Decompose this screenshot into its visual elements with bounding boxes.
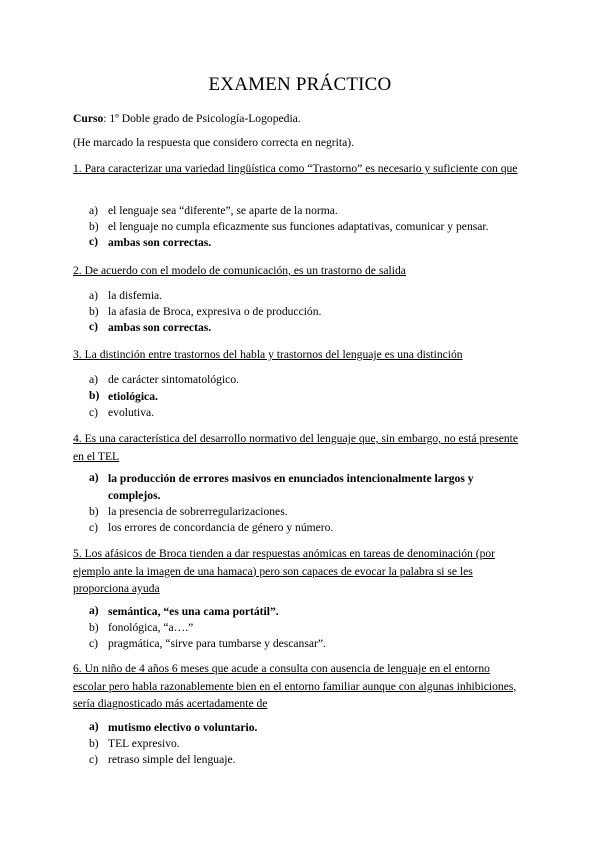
option-letter: c) xyxy=(89,520,99,534)
option-5b xyxy=(73,620,523,636)
option-text: fonológica, “a….” xyxy=(108,621,194,634)
option-4a-correct xyxy=(73,470,523,504)
option-4b xyxy=(73,504,523,520)
option-text: la afasia de Broca, expresiva o de producción. xyxy=(108,304,322,318)
option-letter: c) xyxy=(89,752,99,766)
question-4-options xyxy=(73,470,523,535)
option-text: el lenguaje no cumpla eficazmente sus funciones adaptativas, comunicar y pensar. xyxy=(108,219,489,233)
question-2-options xyxy=(73,288,523,336)
option-text: pragmática, “sirve para tumbarse y descansar”. xyxy=(108,636,326,650)
option-text: los errores de concordancia de género y número. xyxy=(108,520,334,534)
option-1c-correct xyxy=(73,234,523,251)
option-text: mutismo electivo o voluntario. xyxy=(108,721,258,734)
answer-note: (He marcado la respuesta que considero correcta en negrita). xyxy=(73,136,355,149)
option-text: etiológica. xyxy=(108,389,158,403)
option-letter: b) xyxy=(89,737,99,750)
option-letter: a) xyxy=(89,604,99,617)
option-text: la presencia de sobrerregularizaciones. xyxy=(108,505,288,518)
question-2: 2. De acuerdo con el modelo de comunicación, es un trastorno de salida xyxy=(73,264,406,277)
option-1a xyxy=(73,203,523,219)
option-letter: c) xyxy=(89,405,99,419)
option-letter: c) xyxy=(89,235,99,249)
option-text: retraso simple del lenguaje. xyxy=(108,752,236,766)
option-3b-correct xyxy=(73,388,523,405)
option-2c-correct xyxy=(73,319,523,336)
option-text: la disfemia. xyxy=(108,289,163,302)
question-3-options xyxy=(73,372,523,420)
option-3c xyxy=(73,405,523,421)
option-2b xyxy=(73,304,523,320)
option-6b xyxy=(73,736,523,752)
option-letter: b) xyxy=(89,219,99,233)
page-title: EXAMEN PRÁCTICO xyxy=(208,74,392,95)
option-letter: b) xyxy=(89,304,99,318)
option-2a xyxy=(73,288,523,304)
option-text: ambas son correctas. xyxy=(108,236,212,250)
question-1-options xyxy=(73,203,523,251)
option-letter: a) xyxy=(89,289,99,302)
course-value: : 1º Doble grado de Psicología-Logopedia. xyxy=(103,112,301,125)
option-5c xyxy=(73,636,523,652)
option-letter: b) xyxy=(89,621,99,634)
course-line xyxy=(73,111,301,126)
question-5-options xyxy=(73,603,523,651)
question-4: 4. Es una característica del desarrollo normativo del lenguaje que, sin embargo, no está presente en el TEL xyxy=(73,432,519,463)
option-text: de carácter sintomatológico. xyxy=(108,373,240,386)
option-letter: a) xyxy=(89,204,99,217)
option-1b xyxy=(73,219,523,235)
question-6: 6. Un niño de 4 años 6 meses que acude a consulta con ausencia de lenguaje en el entorno escolar pero habla razonablemente bien en el entorno familiar aunque con algunas inhibiciones, sería diagnosticado más acertadamente de xyxy=(73,662,517,710)
option-6c xyxy=(73,752,523,768)
question-3: 3. La distinción entre trastornos del habla y trastornos del lenguaje es una distinción xyxy=(73,348,463,361)
option-4c xyxy=(73,520,523,536)
option-5a-correct xyxy=(73,603,523,620)
option-letter: c) xyxy=(89,320,99,334)
course-label: Curso xyxy=(73,112,104,125)
option-text: semántica, “es una cama portátil”. xyxy=(108,605,279,618)
question-5: 5. Los afásicos de Broca tienden a dar respuestas anómicas en tareas de denominación (por ejemplo ante la imagen de una hamaca) pero son capaces de evocar la palabra si se les proporciona ayuda xyxy=(73,547,496,595)
option-text: evolutiva. xyxy=(108,405,155,419)
option-letter: a) xyxy=(89,373,99,386)
option-letter: a) xyxy=(89,720,99,733)
option-letter: c) xyxy=(89,636,99,650)
option-6a-correct xyxy=(73,719,523,736)
option-text: ambas son correctas. xyxy=(108,321,212,335)
question-1: 1. Para caracterizar una variedad lingüística como “Trastorno” es necesario y suficiente con que xyxy=(73,162,518,175)
option-letter: a) xyxy=(89,471,99,484)
option-letter: b) xyxy=(89,388,100,402)
question-6-options xyxy=(73,719,523,767)
option-text: la producción de errores masivos en enunciados intencionalmente largos y complejos. xyxy=(108,472,474,502)
option-3a xyxy=(73,372,523,388)
option-letter: b) xyxy=(89,505,99,518)
option-text: TEL expresivo. xyxy=(108,737,180,750)
option-text: el lenguaje sea “diferente”, se aparte de la norma. xyxy=(108,204,338,217)
